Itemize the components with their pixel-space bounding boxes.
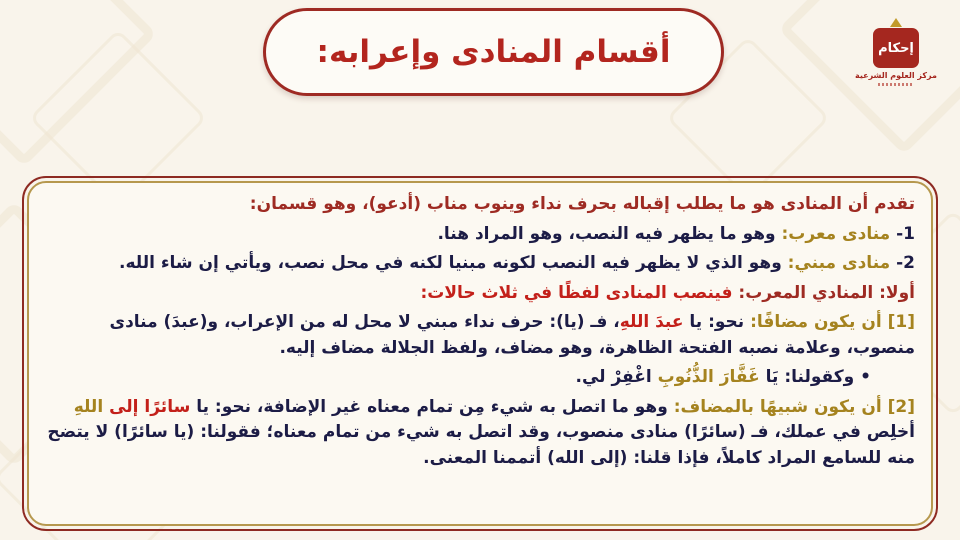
text-segment: 2-: [890, 253, 915, 273]
text-segment: منادى معرب:: [775, 223, 891, 244]
text-segment: غَفَّارَ الذُّنُوبِ: [657, 367, 760, 387]
dome-icon: [890, 18, 902, 27]
section-heading-first: [45, 281, 915, 307]
logo-name: إحكام: [878, 40, 914, 56]
text-segment: فينصب المنادى لفظًا في ثلاث حالات:: [420, 282, 733, 303]
case-2-shabih-bil-mudaf: [45, 395, 915, 472]
list-item-murab: [45, 222, 915, 248]
text-segment: وهو ما اتصل به شيء مِن تمام معناه غير الإضافة، نحو: يا: [190, 396, 668, 417]
text-segment: تقدم أن المنادى هو ما يطلب إقباله بحرف نداء وينوب مناب (أدعو)، وهو قسمان:: [249, 194, 915, 214]
example-bullet: [45, 365, 871, 391]
text-segment: نحو: يا: [683, 312, 745, 332]
logo-subtitle: مركز العلوم الشرعية: [855, 71, 937, 80]
text-segment: أخلِص في عملك، فـ (سائرًا) منادى منصوب، وقد اتصل به شيء من تمام معناه؛ فقولنا: (يا سائرًا) لا يتضح منه للسامع المراد كاملاً، فإذا قلنا: (إلى الله) أتممنا المعنى.: [47, 422, 915, 468]
background-pattern-motif: [0, 0, 157, 167]
paragraph-intro: [45, 192, 915, 218]
text-segment: ، فـ (يا): حرف نداء مبني لا محل له من الإعراب، و(عبدَ) منادى منصوب، وعلامة نصبه الفتحة الظاهرة، وهو مضاف، ولفظ الجلالة مضاف إليه.: [109, 312, 915, 358]
text-segment: منادى مبني:: [781, 253, 891, 273]
text-segment: اللهِ: [73, 396, 104, 417]
content-frame: [22, 176, 938, 531]
text-segment: أولا: المنادي المعرب:: [732, 282, 915, 303]
text-segment: وهو ما يظهر فيه النصب، وهو المراد هنا.: [437, 223, 776, 244]
text-segment: اغْفِرْ لي.: [575, 367, 658, 387]
case-1-mudaf: [45, 310, 915, 361]
text-segment: سائرًا إلى: [103, 396, 191, 417]
text-segment: عبدَ اللهِ: [619, 312, 684, 332]
title-banner: [263, 8, 724, 96]
text-segment: وهو الذي لا يظهر فيه النصب لكونه مبنيا لكنه في محل نصب، ويأتي إن شاء الله.: [118, 253, 782, 273]
list-item-mabni: [45, 251, 915, 277]
text-segment: •: [854, 367, 871, 387]
page-title: أقسام المنادى وإعرابه:: [316, 34, 671, 70]
text-segment: وكقولنا: يَا: [759, 367, 855, 387]
logo: [848, 18, 944, 86]
text-segment: 1-: [890, 223, 915, 244]
logo-tagline: [878, 83, 914, 86]
text-segment: [1] أن يكون مضافًا:: [744, 312, 915, 332]
content-body: [27, 181, 933, 526]
logo-mark: [873, 28, 919, 68]
text-segment: [2] أن يكون شبيهًا بالمضاف:: [667, 396, 915, 417]
